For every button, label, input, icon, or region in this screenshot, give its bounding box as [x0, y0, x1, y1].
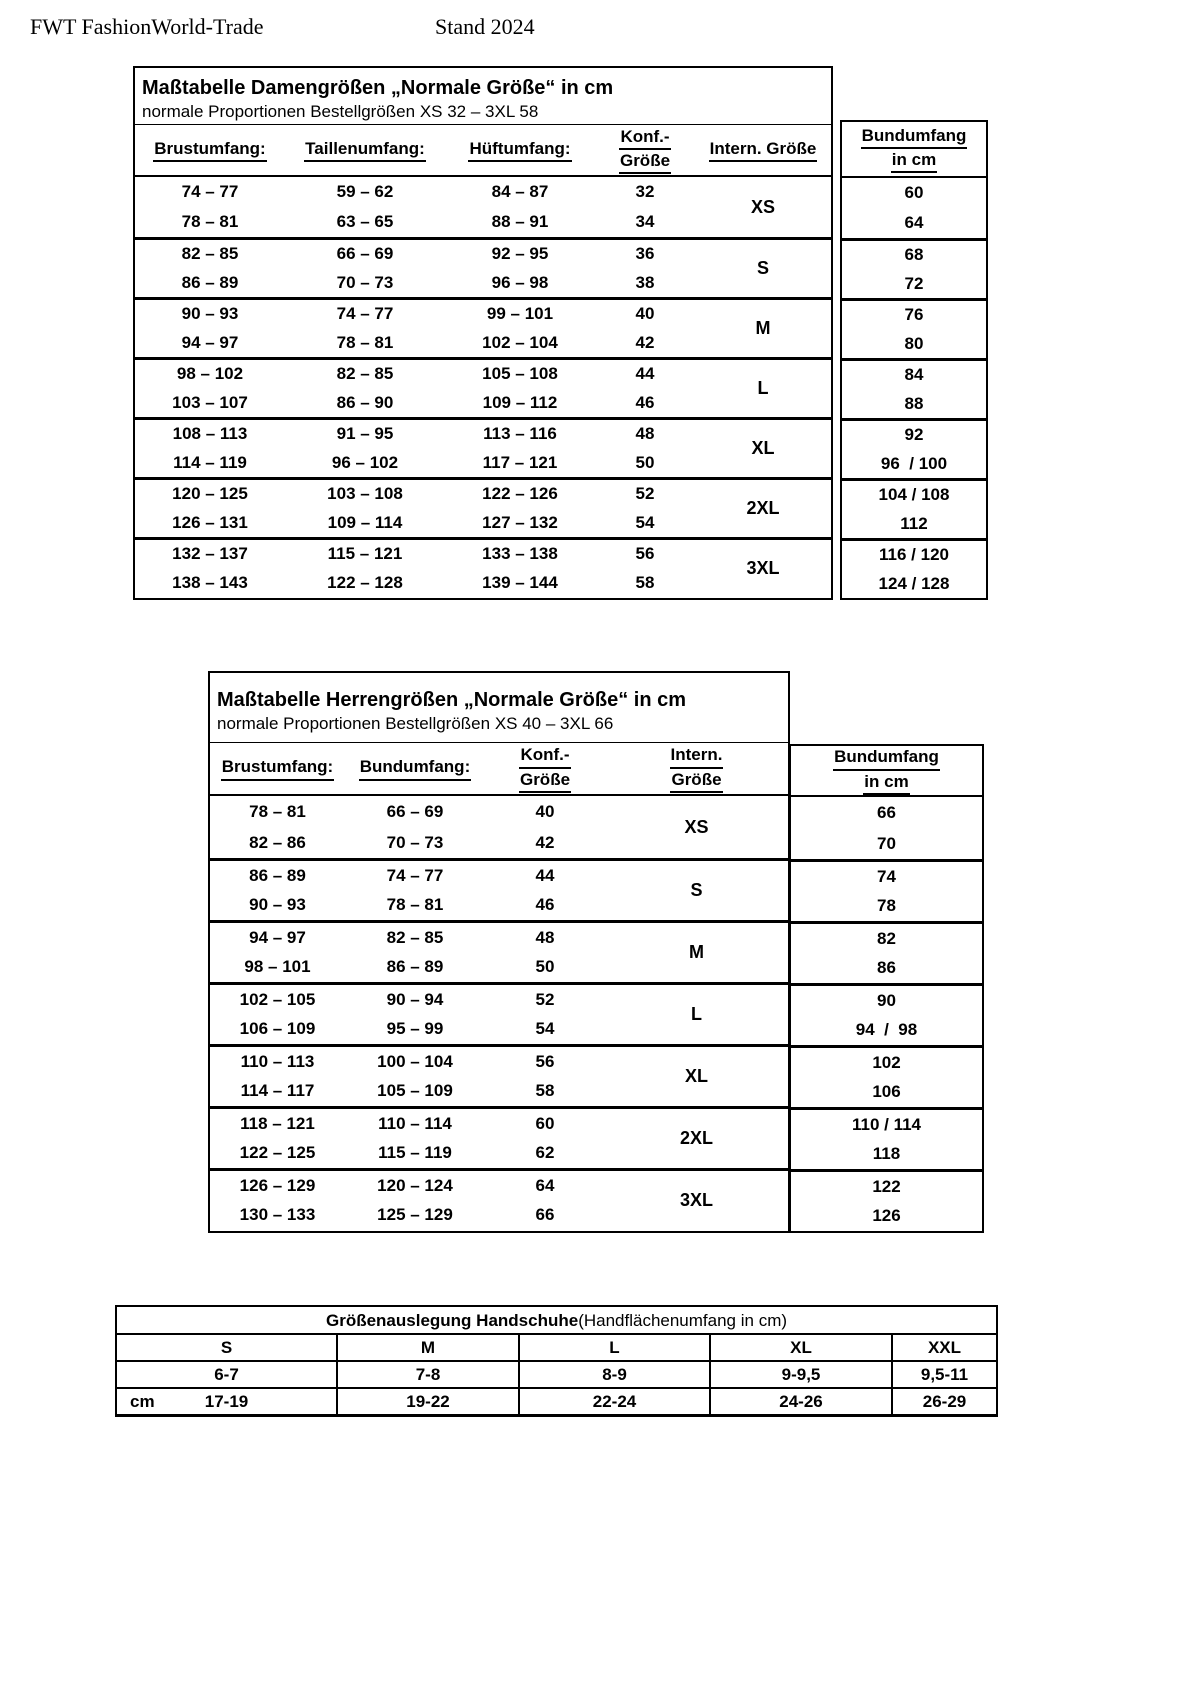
- bund-value: 118: [872, 1144, 901, 1164]
- bund-value: 82: [877, 928, 896, 948]
- bund-header-line: in cm: [891, 149, 937, 173]
- measure-value: 70 – 73: [336, 272, 394, 292]
- measure-value: 74 – 77: [386, 865, 444, 885]
- measure-value: 48: [635, 424, 655, 444]
- measure-value: 105 – 108: [482, 364, 558, 384]
- bund-group: [791, 1045, 982, 1107]
- measure-value: 66: [535, 1205, 555, 1225]
- intl-size-label: S: [756, 258, 769, 278]
- measure-value: 42: [535, 832, 555, 852]
- glove-cm-value: 22-24: [518, 1389, 709, 1414]
- column-header: [345, 756, 485, 780]
- column-header-line: Größe: [519, 769, 571, 793]
- bund-value: 84: [904, 365, 924, 385]
- men-table-title-area: [210, 673, 788, 743]
- measure-value: 48: [535, 927, 555, 947]
- bund-value: 96 / 100: [880, 453, 948, 473]
- measure-value: 122 – 126: [482, 484, 558, 504]
- measure-value: 138 – 143: [172, 572, 248, 592]
- bund-group: [791, 1169, 982, 1231]
- measure-value: 56: [635, 544, 655, 564]
- measure-value: 46: [635, 392, 655, 412]
- men-waist-column-body: [791, 797, 982, 1231]
- measure-value: 82 – 85: [181, 244, 239, 264]
- measure-value: 38: [635, 272, 655, 292]
- brand-name: FWT FashionWorld-Trade: [30, 14, 264, 39]
- measure-value: 86 – 89: [386, 957, 444, 977]
- bund-header-line: Bundumfang: [861, 125, 968, 149]
- gloves-title-bold: Größenauslegung Handschuhe: [325, 1310, 579, 1330]
- women-table-body: [135, 177, 831, 597]
- gloves-size-header-row: [117, 1333, 996, 1360]
- measure-value: 126 – 131: [172, 512, 248, 532]
- measure-value: 56: [535, 1051, 555, 1071]
- bund-group: [842, 418, 986, 478]
- size-group: [210, 1168, 788, 1230]
- bund-value: 70: [877, 833, 896, 853]
- measure-value: 114 – 117: [240, 1081, 315, 1101]
- bund-group: [842, 478, 986, 538]
- bund-value: 72: [904, 273, 924, 293]
- measure-value: 133 – 138: [482, 544, 558, 564]
- measure-value: 82 – 85: [386, 927, 444, 947]
- glove-size-header: L: [518, 1335, 709, 1360]
- men-waist-column-header: [791, 746, 982, 797]
- women-size-table: [133, 66, 833, 600]
- size-group: [210, 982, 788, 1044]
- bund-group: [842, 238, 986, 298]
- measure-value: 115 – 121: [327, 544, 403, 564]
- intl-size-label: L: [691, 1004, 702, 1024]
- size-group: [210, 920, 788, 982]
- column-header: [485, 744, 605, 793]
- bund-value: 76: [904, 305, 924, 325]
- measure-value: 91 – 95: [336, 424, 394, 444]
- measure-value: 106 – 109: [239, 1019, 316, 1039]
- bund-value: 68: [904, 245, 924, 265]
- bund-value: 92: [904, 425, 924, 445]
- bund-group: [842, 538, 986, 598]
- measure-value: 102 – 105: [239, 989, 316, 1009]
- gloves-size-table: [115, 1305, 998, 1417]
- size-group: [135, 537, 831, 597]
- page-header: [0, 14, 1190, 44]
- measure-value: 63 – 65: [336, 212, 394, 231]
- measure-value: 70 – 73: [386, 832, 444, 852]
- column-header-line: Taillenumfang:: [304, 138, 426, 162]
- measure-value: 78 – 81: [181, 212, 239, 231]
- measure-value: 127 – 132: [482, 512, 558, 532]
- measure-value: 78 – 81: [249, 801, 306, 821]
- intl-size-label: M: [755, 318, 771, 338]
- bund-value: 116 / 120: [879, 545, 949, 565]
- measure-value: 103 – 107: [172, 392, 248, 412]
- measure-value: 110 – 113: [240, 1051, 315, 1071]
- measure-value: 94 – 97: [181, 332, 239, 352]
- measure-value: 109 – 114: [327, 512, 403, 532]
- glove-cm-value: 19-22: [336, 1389, 518, 1414]
- measure-value: 98 – 101: [244, 957, 311, 977]
- bund-value: 60: [904, 183, 924, 202]
- measure-value: 109 – 112: [482, 392, 558, 412]
- measure-value: 118 – 121: [240, 1113, 315, 1133]
- measure-value: 88 – 91: [491, 212, 549, 231]
- measure-value: 122 – 128: [327, 572, 403, 592]
- glove-palm-value: 8-9: [518, 1362, 709, 1387]
- measure-value: 100 – 104: [377, 1051, 453, 1071]
- glove-palm-value: 6-7: [214, 1364, 239, 1384]
- measure-value: 126 – 129: [239, 1175, 316, 1195]
- measure-value: 58: [535, 1081, 555, 1101]
- gloves-table-title: [117, 1307, 996, 1333]
- column-header: [445, 138, 595, 162]
- measure-value: 66 – 69: [336, 244, 394, 264]
- measure-value: 94 – 97: [249, 927, 306, 947]
- women-table-title: Maßtabelle Damengrößen „Normale Größe“ in cm: [142, 77, 614, 99]
- column-header-line: Intern. Größe: [709, 138, 818, 162]
- intl-size-label: 2XL: [679, 1128, 713, 1148]
- measure-value: 105 – 109: [377, 1081, 453, 1101]
- column-header-line: Bundumfang:: [359, 756, 471, 780]
- column-header-line: Hüftumfang:: [468, 138, 571, 162]
- measure-value: 74 – 77: [181, 182, 239, 201]
- intl-size-label: 3XL: [679, 1190, 713, 1210]
- measure-value: 40: [635, 304, 655, 324]
- measure-value: 54: [635, 512, 655, 532]
- measure-value: 120 – 124: [377, 1175, 453, 1195]
- measure-value: 86 – 90: [336, 392, 394, 412]
- intl-size-label: XL: [684, 1066, 708, 1086]
- size-group: [135, 237, 831, 297]
- measure-value: 108 – 113: [172, 424, 248, 444]
- bund-group: [791, 859, 982, 921]
- bund-value: 126: [872, 1206, 901, 1226]
- measure-value: 95 – 99: [386, 1019, 444, 1039]
- bund-value: 74: [877, 866, 896, 886]
- intl-size-label: XL: [751, 438, 775, 458]
- cm-unit-label: cm: [130, 1391, 155, 1411]
- measure-value: 50: [635, 452, 655, 472]
- women-table-title-area: [135, 68, 831, 125]
- women-waist-column: [840, 120, 988, 600]
- measure-value: 125 – 129: [377, 1205, 453, 1225]
- measure-value: 52: [635, 484, 655, 504]
- measure-value: 66 – 69: [386, 801, 444, 821]
- measure-value: 78 – 81: [336, 332, 394, 352]
- men-table-subtitle: normale Proportionen Bestellgrößen XS 40 – 3XL 66: [217, 714, 614, 733]
- women-table-header-row: [135, 125, 831, 177]
- measure-value: 122 – 125: [239, 1143, 316, 1163]
- bund-value: 122: [872, 1176, 901, 1196]
- bund-value: 86: [877, 958, 896, 978]
- glove-size-header: XL: [709, 1335, 891, 1360]
- measure-value: 74 – 77: [336, 304, 394, 324]
- measure-value: 98 – 102: [176, 364, 244, 384]
- column-header-line: Größe: [619, 150, 671, 174]
- size-group: [135, 177, 831, 237]
- bund-group: [842, 178, 986, 238]
- women-waist-column-header: [842, 122, 986, 178]
- measure-value: 32: [635, 182, 655, 201]
- intl-size-label: XS: [750, 196, 775, 217]
- men-waist-column: [789, 744, 984, 1233]
- glove-cm-first-value: 17-19: [204, 1391, 249, 1411]
- bund-value: 66: [877, 802, 896, 822]
- measure-value: 42: [635, 332, 655, 352]
- column-header: [605, 744, 788, 793]
- size-group: [135, 297, 831, 357]
- measure-value: 110 – 114: [378, 1113, 452, 1133]
- measure-value: 86 – 89: [249, 865, 306, 885]
- measure-value: 117 – 121: [482, 452, 558, 472]
- intl-size-label: 3XL: [746, 558, 780, 578]
- size-group: [135, 477, 831, 537]
- bund-group: [791, 1107, 982, 1169]
- measure-value: 78 – 81: [386, 895, 444, 915]
- gloves-palm-size-row: [117, 1360, 996, 1387]
- measure-value: 96 – 98: [491, 272, 549, 292]
- men-size-table: [208, 671, 790, 1233]
- measure-value: 50: [535, 957, 555, 977]
- revision-date: Stand 2024: [435, 14, 535, 39]
- measure-value: 59 – 62: [336, 182, 394, 201]
- glove-palm-value: 9,5-11: [891, 1362, 996, 1387]
- measure-value: 102 – 104: [482, 332, 558, 352]
- measure-value: 54: [535, 1019, 555, 1039]
- measure-value: 86 – 89: [181, 272, 239, 292]
- glove-cm-value: 26-29: [891, 1389, 996, 1414]
- measure-value: 132 – 137: [172, 544, 248, 564]
- size-group: [210, 1106, 788, 1168]
- measure-value: 114 – 119: [173, 452, 247, 472]
- column-header-line: Intern.: [670, 744, 724, 768]
- column-header: [695, 138, 831, 162]
- bund-value: 88: [904, 393, 924, 413]
- intl-size-label: S: [690, 880, 703, 900]
- bund-group: [791, 983, 982, 1045]
- intl-size-label: XS: [684, 816, 709, 837]
- measure-value: 139 – 144: [482, 572, 558, 592]
- glove-size-header: M: [336, 1335, 518, 1360]
- column-header: [285, 138, 445, 162]
- bund-group: [842, 358, 986, 418]
- measure-value: 62: [535, 1143, 555, 1163]
- measure-value: 90 – 93: [181, 304, 239, 324]
- column-header: [135, 138, 285, 162]
- glove-palm-value: 9-9,5: [709, 1362, 891, 1387]
- women-waist-column-body: [842, 178, 986, 598]
- column-header-line: Konf.-: [619, 126, 670, 150]
- measure-value: 34: [635, 212, 655, 231]
- measure-value: 120 – 125: [172, 484, 248, 504]
- measure-value: 44: [635, 364, 655, 384]
- measure-value: 113 – 116: [483, 424, 557, 444]
- men-table-header-row: [210, 743, 788, 796]
- measure-value: 90 – 94: [386, 989, 444, 1009]
- intl-size-label: M: [689, 942, 704, 962]
- bund-value: 104 / 108: [878, 485, 950, 505]
- glove-size-header: S: [220, 1337, 233, 1357]
- column-header-line: Konf.-: [519, 744, 570, 768]
- bund-value: 64: [904, 213, 924, 232]
- measure-value: 60: [535, 1113, 555, 1133]
- measure-value: 130 – 133: [239, 1205, 316, 1225]
- bund-group: [791, 921, 982, 983]
- measure-value: 84 – 87: [491, 182, 549, 201]
- measure-value: 36: [635, 244, 655, 264]
- column-header-line: Größe: [670, 769, 722, 793]
- size-group: [135, 357, 831, 417]
- size-group: [210, 796, 788, 858]
- bund-value: 124 / 128: [878, 573, 950, 593]
- bund-header-line: in cm: [863, 771, 909, 795]
- bund-group: [842, 298, 986, 358]
- size-group: [210, 858, 788, 920]
- gloves-cm-row: [117, 1387, 996, 1414]
- bund-value: 102: [872, 1052, 901, 1072]
- measure-value: 96 – 102: [331, 452, 399, 472]
- size-group: [210, 1044, 788, 1106]
- glove-size-header: XXL: [891, 1335, 996, 1360]
- measure-value: 90 – 93: [249, 895, 306, 915]
- measure-value: 82 – 86: [249, 832, 306, 852]
- measure-value: 64: [535, 1175, 555, 1195]
- glove-palm-value: 7-8: [336, 1362, 518, 1387]
- bund-value: 94 / 98: [855, 1020, 918, 1040]
- measure-value: 58: [635, 572, 655, 592]
- measure-value: 52: [535, 989, 555, 1009]
- men-table-title: Maßtabelle Herrengrößen „Normale Größe“ in cm: [217, 689, 686, 711]
- glove-cm-value: 24-26: [709, 1389, 891, 1414]
- bund-value: 78: [877, 896, 896, 916]
- intl-size-label: 2XL: [746, 498, 780, 518]
- measure-value: 99 – 101: [486, 304, 554, 324]
- bund-header-line: Bundumfang: [833, 746, 940, 770]
- bund-value: 90: [877, 990, 896, 1010]
- size-group: [135, 417, 831, 477]
- column-header: [210, 756, 345, 780]
- men-table-body: [210, 796, 788, 1230]
- bund-value: 112: [900, 513, 928, 533]
- measure-value: 44: [535, 865, 555, 885]
- column-header-line: Brustumfang:: [153, 138, 266, 162]
- bund-value: 80: [904, 333, 924, 353]
- glove-cm-value: [117, 1389, 336, 1414]
- gloves-title-note: (Handflächenumfang in cm): [578, 1310, 788, 1330]
- measure-value: 82 – 85: [336, 364, 394, 384]
- measure-value: 92 – 95: [491, 244, 549, 264]
- measure-value: 115 – 119: [378, 1143, 452, 1163]
- column-header: [595, 126, 695, 175]
- measure-value: 103 – 108: [327, 484, 403, 504]
- bund-value: 110 / 114: [851, 1114, 922, 1134]
- bund-group: [791, 797, 982, 859]
- measure-value: 46: [535, 895, 555, 915]
- measure-value: 40: [535, 801, 555, 821]
- women-table-subtitle: normale Proportionen Bestellgrößen XS 32 – 3XL 58: [142, 102, 539, 121]
- intl-size-label: L: [757, 378, 769, 398]
- bund-value: 106: [872, 1082, 901, 1102]
- column-header-line: Brustumfang:: [221, 756, 334, 780]
